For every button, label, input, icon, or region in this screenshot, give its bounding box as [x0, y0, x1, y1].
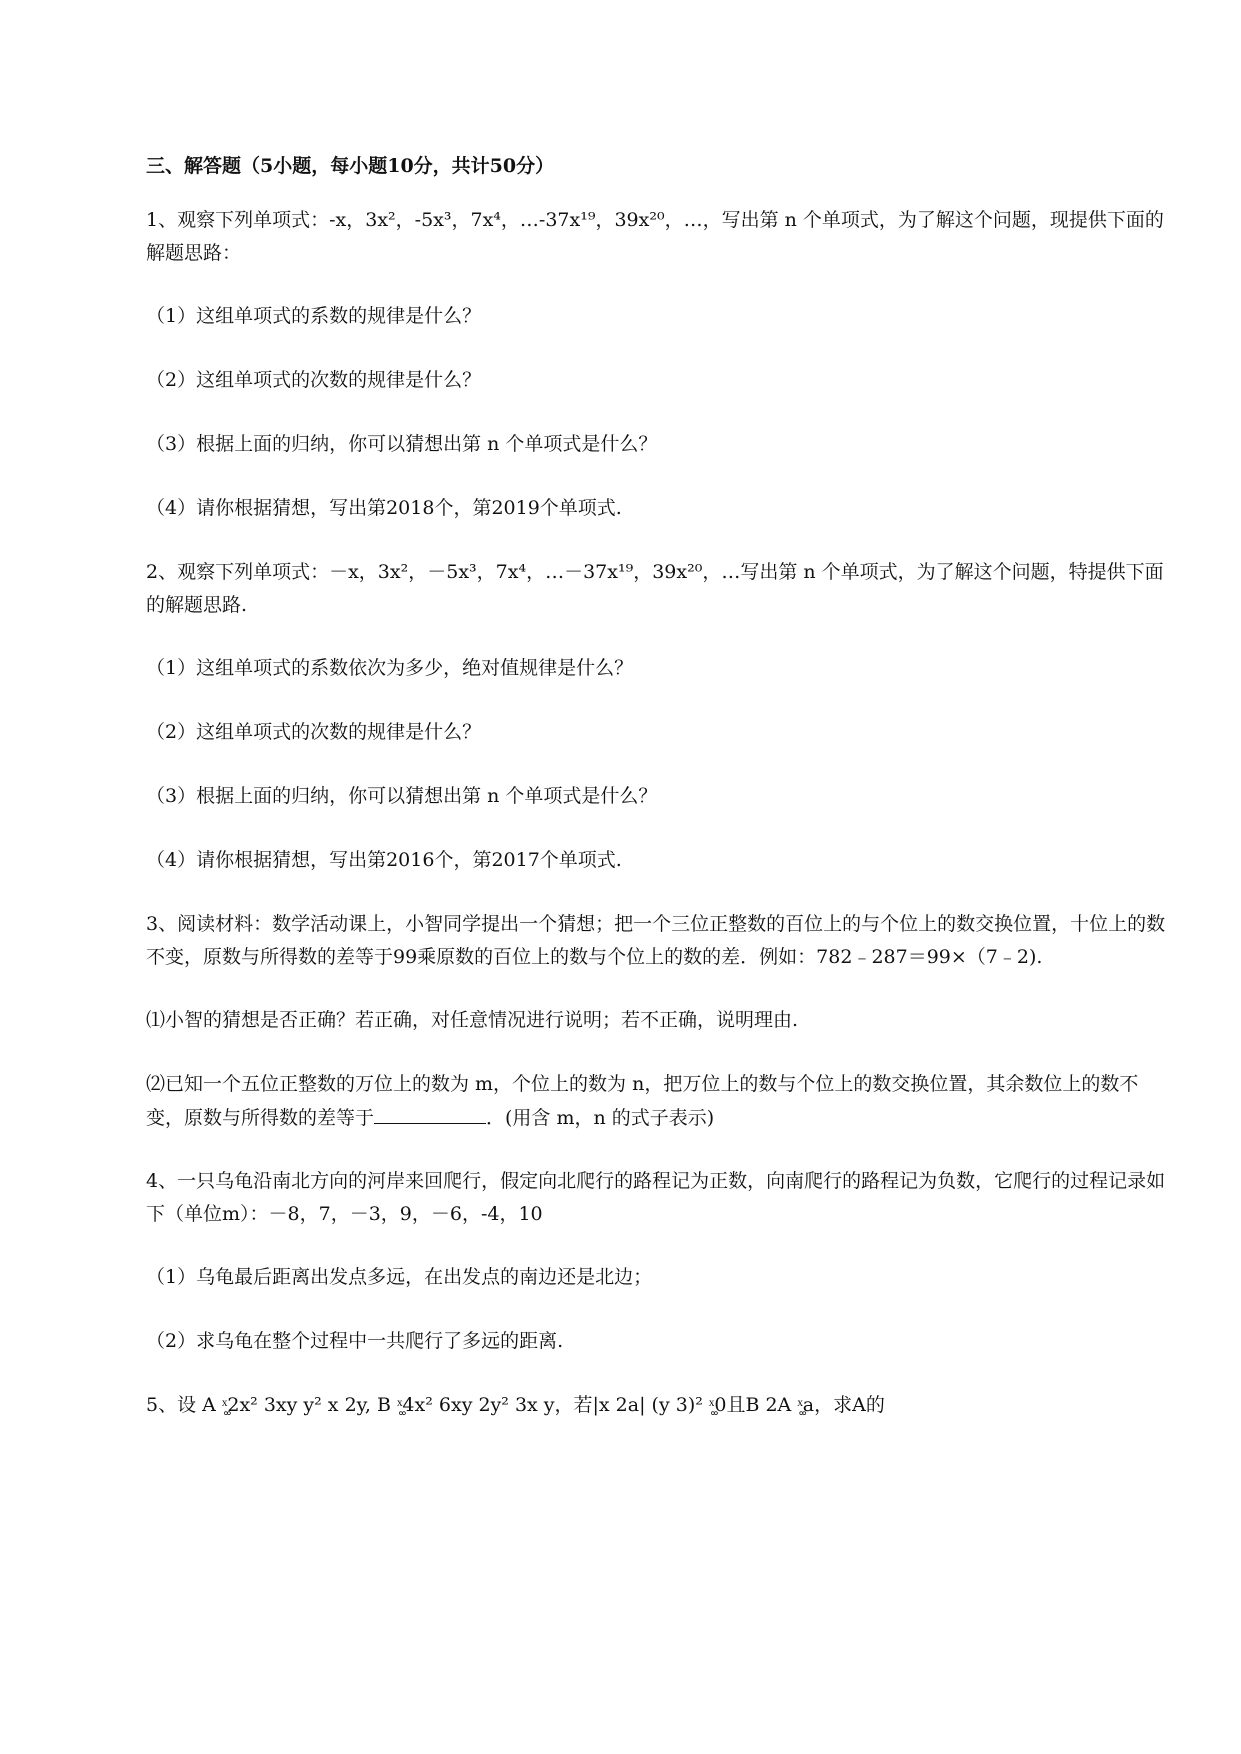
question-1-part-3: （3）根据上面的归纳，你可以猜想出第 n 个单项式是什么？ — [146, 433, 658, 455]
question-2-part-4: （4）请你根据猜想，写出第2016个，第2017个单项式. — [146, 849, 622, 871]
question-5-stem: 5、设 A ˣ͚2x² 3xy y² x 2y, B ˣ͚4x² 6xy 2y² 3x y，若|x 2a| (y 3)² ˣ͚0且B 2A ˣ͚a，求A的 — [146, 1394, 885, 1416]
question-3-part-2-tail: ．(用含 m，n 的式子表示) — [486, 1107, 715, 1129]
question-2-part-3: （3）根据上面的归纳，你可以猜想出第 n 个单项式是什么？ — [146, 785, 658, 807]
question-3-part-2-text: ⑵已知一个五位正整数的万位上的数为 m，个位上的数为 n，把万位上的数与个位上的数交换位置，其余数位上的数不变，原数与所得数的差等于 — [146, 1073, 1139, 1129]
question-3-stem: 3、阅读材料：数学活动课上，小智同学提出一个猜想；把一个三位正整数的百位上的与个位上的数交换位置，十位上的数不变，原数与所得数的差等于99乘原数的百位上的数与个位上的数的差．例如：782﹣287＝99×（7﹣2). — [146, 913, 1166, 968]
question-3-part-2 — [146, 1068, 1176, 1135]
question-3-part-1: ⑴小智的猜想是否正确？若正确，对任意情况进行说明；若不正确，说明理由. — [146, 1009, 799, 1031]
question-2-part-2: （2）这组单项式的次数的规律是什么？ — [146, 721, 482, 743]
question-4-part-2: （2）求乌龟在整个过程中一共爬行了多远的距离. — [146, 1330, 564, 1352]
question-4-part-1: （1）乌龟最后距离出发点多远，在出发点的南边还是北边； — [146, 1266, 653, 1288]
question-1-stem: 1、观察下列单项式：-x，3x²，-5x³，7x⁴，…-37x¹⁹，39x²⁰，…，写出第 n 个单项式，为了解这个问题，现提供下面的解题思路： — [146, 209, 1164, 264]
question-2-stem: 2、观察下列单项式：－x，3x²，－5x³，7x⁴，…－37x¹⁹，39x²⁰，…写出第 n 个单项式，为了解这个问题，特提供下面的解题思路. — [146, 561, 1164, 616]
section-title: 三、解答题（5小题，每小题10分，共计50分） — [146, 155, 555, 177]
question-1-part-2: （2）这组单项式的次数的规律是什么？ — [146, 369, 482, 391]
question-4-stem: 4、一只乌龟沿南北方向的河岸来回爬行，假定向北爬行的路程记为正数，向南爬行的路程记为负数，它爬行的过程记录如下（单位m）：－8，7，－3，9，－6，-4，10 — [146, 1170, 1166, 1225]
question-2-part-1: （1）这组单项式的系数依次为多少，绝对值规律是什么？ — [146, 657, 634, 679]
answer-blank[interactable] — [374, 1101, 486, 1124]
question-1-part-1: （1）这组单项式的系数的规律是什么？ — [146, 305, 482, 327]
exam-page — [146, 150, 1176, 1452]
question-1-part-4: （4）请你根据猜想，写出第2018个，第2019个单项式. — [146, 497, 622, 519]
